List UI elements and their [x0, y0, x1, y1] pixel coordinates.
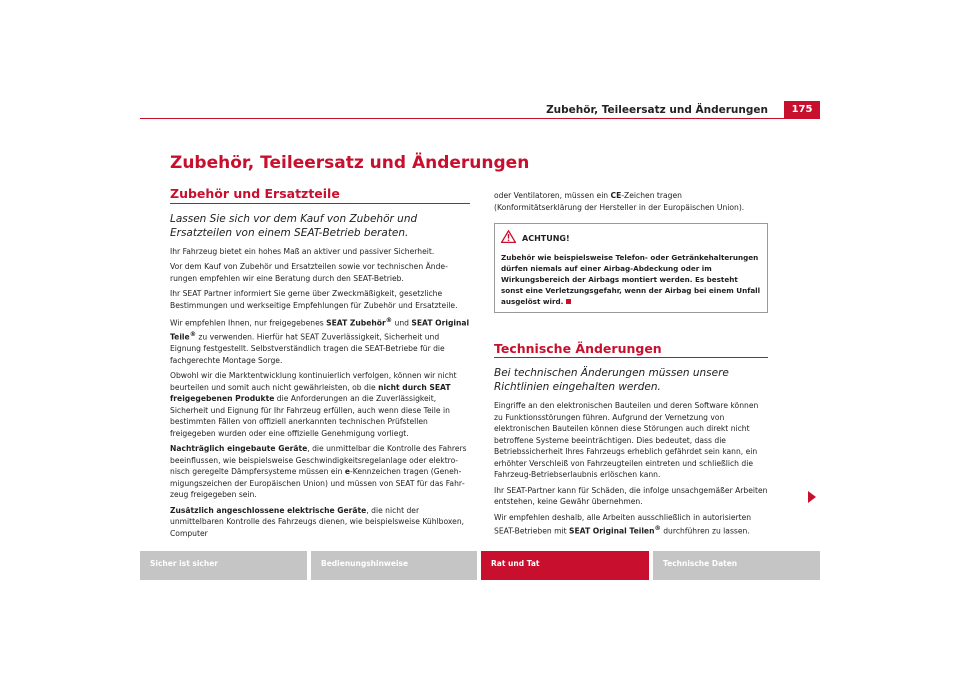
paragraph: Ihr SEAT Partner informiert Sie gerne über Zweckmäßigkeit, gesetzliche Bestimmungen und werkseitige Empfehlungen für Zubehör und Ersatzteile. — [170, 289, 458, 310]
paragraph: Eingriffe an den elektronischen Bauteilen und deren Software können zu Funktionsstörungen führen. Aufgrund der Vernetzung von elektronischen Bauteilen können diese Störungen auch direkt nicht betroffene Systeme beeinträchtigen. Dies bedeutet, dass die Betriebssicherheit Ihres Fahrzeugs erheblich gefährdet sein kann, ein erhöhter Verschleiß von Fahrzeugteilen eintreten und schließlich die Fahrzeug-Betriebserlaubnis erlöschen kann. — [494, 401, 759, 479]
section-heading-technical-changes: Technische Änderungen — [494, 343, 768, 359]
footer-tab-safety[interactable]: Sicher ist sicher — [140, 551, 307, 580]
next-page-arrow-icon[interactable] — [808, 491, 816, 503]
paragraph: Nachträglich eingebaute Geräte, die unmittelbar die Kontrolle des Fahrers beeinflussen, wie beispielsweise Geschwindigkeitsregelanlage oder elektronisch geregelte Dämpfersysteme müssen ein e-Kennzeichen tragen (Genehmigungszeichen der Europäischen Union) und müssen von SEAT für das Fahrzeug freigegeben sein. — [170, 444, 467, 500]
paragraph: Obwohl wir die Marktentwicklung kontinuierlich verfolgen, können wir nicht beurteilen und somit auch nicht gewährleisten, ob die nicht durch SEAT freigegebenen Produkte die Anforderungen an die Zuverlässigkeit, Sicherheit und Eignung für Ihr Fahrzeug erfüllen, auch wenn diese Teile in bestimmten Fällen von offiziell anerkannten technischen Prüfstellen freigegeben wurden oder eine offizielle Genehmigung vorliegt. — [170, 371, 457, 438]
header-title: Zubehör, Teileersatz und Änderungen — [546, 104, 768, 116]
footer-tab-technical-data[interactable]: Technische Daten — [653, 551, 820, 580]
main-title: Zubehör, Teileersatz und Änderungen — [170, 153, 530, 173]
left-column — [170, 188, 470, 543]
right-column — [494, 190, 768, 541]
warning-title: ACHTUNG! — [522, 233, 570, 243]
paragraph: Ihr Fahrzeug bietet ein hohes Maß an aktiver und passiver Sicherheit. — [170, 246, 435, 256]
section-heading-accessories: Zubehör und Ersatzteile — [170, 188, 470, 204]
warning-icon — [501, 230, 516, 247]
header-rule — [140, 118, 820, 119]
paragraph: Wir empfehlen deshalb, alle Arbeiten ausschließlich in autorisierten SEAT-Betrieben mit SEAT Original Teilen® durchführen zu lassen. — [494, 512, 752, 536]
end-mark-icon — [566, 299, 571, 304]
paragraph: oder Ventilatoren, müssen ein CE-Zeichen tragen (Konformitätserklärung der Hersteller in der Europäischen Union). — [494, 191, 745, 212]
footer-tab-operating[interactable]: Bedienungshinweise — [311, 551, 477, 580]
warning-text: Zubehör wie beispielsweise Telefon- oder Getränkehalterungen dürfen niemals auf einer Airbag-Abdeckung oder im Wirkungsbereich der Airbags montiert werden. Es besteht sonst eine Verletzungsgefahr, wenn der Airbag bei einem Unfall ausgelöst wird. — [501, 252, 761, 306]
section-lead-technical-changes: Bei technischen Änderungen müssen unsere Richtlinien eingehalten werden. — [494, 367, 729, 393]
paragraph: Ihr SEAT-Partner kann für Schäden, die infolge unsachgemäßer Arbeiten entstehen, keine Gewähr übernehmen. — [494, 485, 768, 506]
section-lead-accessories: Lassen Sie sich vor dem Kauf von Zubehör und Ersatzteilen von einem SEAT-Betrieb beraten. — [170, 212, 418, 239]
paragraph: Wir empfehlen Ihnen, nur freigegebenes SEAT Zubehör® und SEAT Original Teile® zu verwenden. Hierfür hat SEAT Zuverlässigkeit, Sicherheit und Eignung festgestellt. Selbstverständlich tragen die SEAT-Betriebe für die fachgerechte Montage Sorge. — [170, 317, 470, 365]
paragraph: Vor dem Kauf von Zubehör und Ersatzteilen sowie vor technischen Änderungen empfehlen wir eine Beratung durch den SEAT-Betrieb. — [170, 262, 448, 283]
footer-tab-advice[interactable]: Rat und Tat — [481, 551, 649, 580]
paragraph: Zusätzlich angeschlossene elektrische Geräte, die nicht der unmittelbaren Kontrolle des Fahrzeugs dienen, wie beispielsweise Kühlboxen, Computer — [170, 505, 465, 538]
page-number: 175 — [784, 101, 820, 119]
warning-box — [494, 223, 768, 313]
